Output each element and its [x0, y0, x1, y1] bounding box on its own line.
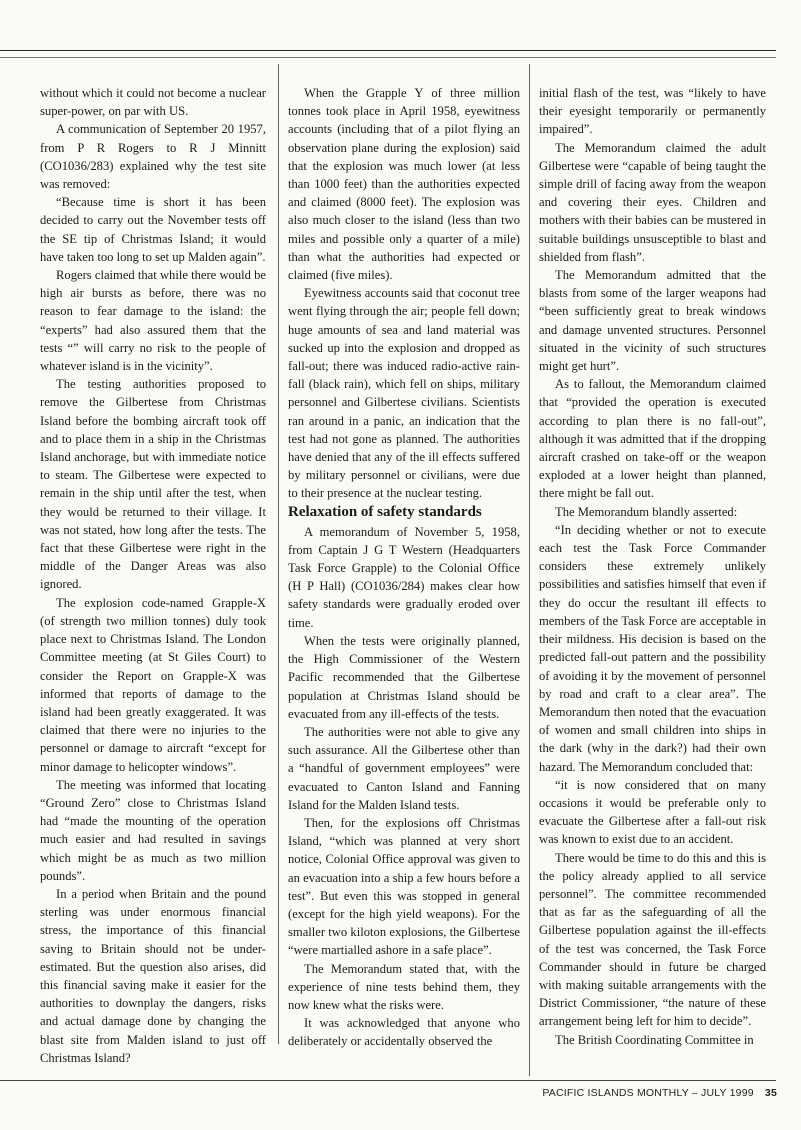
- column-2: [288, 84, 520, 1070]
- paragraph: It was acknowledged that anyone who deliberately or accidentally observed the: [288, 1016, 520, 1049]
- header-rule-thin: [0, 57, 776, 58]
- column-1: [40, 84, 266, 1070]
- paragraph: Then, for the explosions off Christmas Island, “which was planned at very short notice, Colonial Office approval was given to an evacuation into a ship a few hours before a test”. But even this was stopped in general (except for the high yield weapons). For the smaller two kiloton explosions, the Gilbertese “were martialled ashore in a safe place”.: [288, 815, 520, 958]
- paragraph: The Memorandum stated that, with the experience of nine tests behind them, they now knew what the risks were.: [288, 961, 520, 1012]
- paragraph: A memorandum of November 5, 1958, from Captain J G T Western (Headquarters Task Force Grapple) to the Colonial Office (H P Hall) (CO1036/284) makes clear how safety standards were gradually eroded over time.: [288, 524, 520, 630]
- paragraph: The authorities were not able to give any such assurance. All the Gilbertese other than a “handful of government employees” were evacuated to Canton Island and Fanning Island for the Malden Island tests.: [288, 724, 520, 812]
- paragraph: initial flash of the test, was “likely to have their eyesight temporarily or permanently impaired”.: [539, 86, 766, 137]
- paragraph: The testing authorities proposed to remove the Gilbertese from Christmas Island before the bombing aircraft took off and to place them in a ship in the Christmas Island anchorage, but with immediate notice to steam. The Gilbertese were expected to remain in the ship until after the test, when they would be returned to their village. It was not stated, how long after the tests. The fact that these Gilbertese were right in the middle of the Danger Areas was also ignored.: [40, 377, 266, 592]
- paragraph: The explosion code-named Grapple-X (of strength two million tonnes) duly took place next to Christmas Island. The London Committee meeting (at St Giles Court) to consider the Report on Grapple-X was informed that reports of damage to the island had been greatly exaggerated. It was claimed that there were no injuries to the personnel or damage to aircraft “except for minor damage to helicopter windows”.: [40, 595, 266, 774]
- paragraph: “it is now considered that on many occasions it would be preferable only to evacuate the Gilbertese after a fall-out risk was known to exist due to an accident.: [539, 777, 766, 847]
- paragraph: In a period when Britain and the pound sterling was under enormous financial stress, the importance of this financial saving to Britain should not be under-estimated. But the question also arises, did this financial saving make it easier for the authorities to downplay the dangers, risks and actual damage done by changing the blast site from Malden island to just off Christmas Island?: [40, 886, 266, 1065]
- paragraph: Rogers claimed that while there would be high air bursts as before, there was no reason to fear damage to the island: the “experts” had also assured them that the tests “” will carry no risk to the people of whatever island is in the vicinity”.: [40, 268, 266, 374]
- paragraph: “Because time is short it has been decided to carry out the November tests off the SE tip of Christmas Island; it would have taken too long to set up Malden again”.: [40, 195, 266, 264]
- paragraph: The Memorandum blandly asserted:: [555, 504, 738, 519]
- paragraph: As to fallout, the Memorandum claimed that “provided the operation is executed according to plan there is no fall-out”, although it was admitted that if the dropping aircraft crashed on take-off or the weapon exploded at a lower height than planned, there might be fall out.: [539, 377, 766, 501]
- footer-rule: [0, 1080, 776, 1081]
- paragraph: A communication of September 20 1957, from P R Rogers to R J Minnitt (CO1036/283) explained why the test site was removed:: [40, 122, 266, 192]
- section-heading: Relaxation of safety standards: [288, 503, 482, 520]
- publication-line: PACIFIC ISLANDS MONTHLY – JULY 1999: [542, 1087, 754, 1099]
- paragraph: The Memorandum claimed the adult Gilbertese were “capable of being taught the simple drill of facing away from the weapon and covering their eyes. Children and mothers with their babies can be mustered in suitable buildings unsusceptible to blast and shielded from flash”.: [539, 140, 766, 264]
- paragraph: When the tests were originally planned, the High Commissioner of the Western Pacific recommended that the Gilbertese population at Christmas Island should be evacuated from any ill-effects of the tests.: [288, 633, 520, 721]
- paragraph: “In deciding whether or not to execute each test the Task Force Commander considers these extremely unlikely possibilities and satisfies himself that even if they do occur the resultant ill effects to members of the Task Force are acceptable in their mildness. His decision is based on the predicted fall-out pattern and the possibility of avoiding it by the movement of personnel by road and craft to a clear area”. The Memorandum then noted that the evacuation of women and small children into ships in the dark (why in the dark?) had their own hazard. The Memorandum concluded that:: [539, 522, 766, 774]
- paragraph: When the Grapple Y of three million tonnes took place in April 1958, eyewitness accounts (including that of a pilot flying an observation plane during the explosion) said that the explosion was much lower (at less than 1000 feet) than the authorities expected and claimed (8000 feet). The explosion was also much closer to the island (less than two miles and possible only a quarter of a mile) than what the authorities had expected or claimed (five miles).: [288, 86, 520, 283]
- page-footer: [542, 1087, 777, 1099]
- paragraph: without which it could not become a nuclear super-power, on par with US.: [40, 86, 266, 119]
- header-rule: [0, 50, 776, 51]
- column-divider: [529, 64, 530, 1076]
- paragraph: The British Coordinating Committee in: [555, 1032, 754, 1047]
- paragraph: Eyewitness accounts said that coconut tree went flying through the air; people fell down; huge amounts of sea and land material was sucked up into the explosion and dropped as fall-out; there was induced radio-active rain-fall (black rain), which fell on ships, military personnel and Gilbertese civilians. Scientists ran around in a panic, an indication that the test had not gone as planned. The authorities have denied that any of the ill effects suffered by military personnel or civilians, were due to their presence at the nuclear testing.: [288, 286, 520, 501]
- column-divider: [278, 64, 279, 1044]
- paragraph: The meeting was informed that locating “Ground Zero” close to Christmas Island had “made the mounting of the operation much easier and had resulted in savings which might be as much as two million pounds”.: [40, 777, 266, 883]
- column-3: [539, 84, 766, 1070]
- paragraph: There would be time to do this and this is the policy already applied to all service personnel”. The committee recommended that as far as the safeguarding of all the Gilbertese population against the ill-effects of the test was concerned, the Task Force Commander should in future be charged with making suitable arrangements with the District Commissioner, “the nature of these arrangement being left for him to decide”.: [539, 850, 766, 1029]
- paragraph: The Memorandum admitted that the blasts from some of the larger weapons had “been sufficiently great to break windows and damage unvented structures. Personnel situated in the vicinity of such structures might get hurt”.: [539, 268, 766, 374]
- page-number: 35: [764, 1087, 777, 1099]
